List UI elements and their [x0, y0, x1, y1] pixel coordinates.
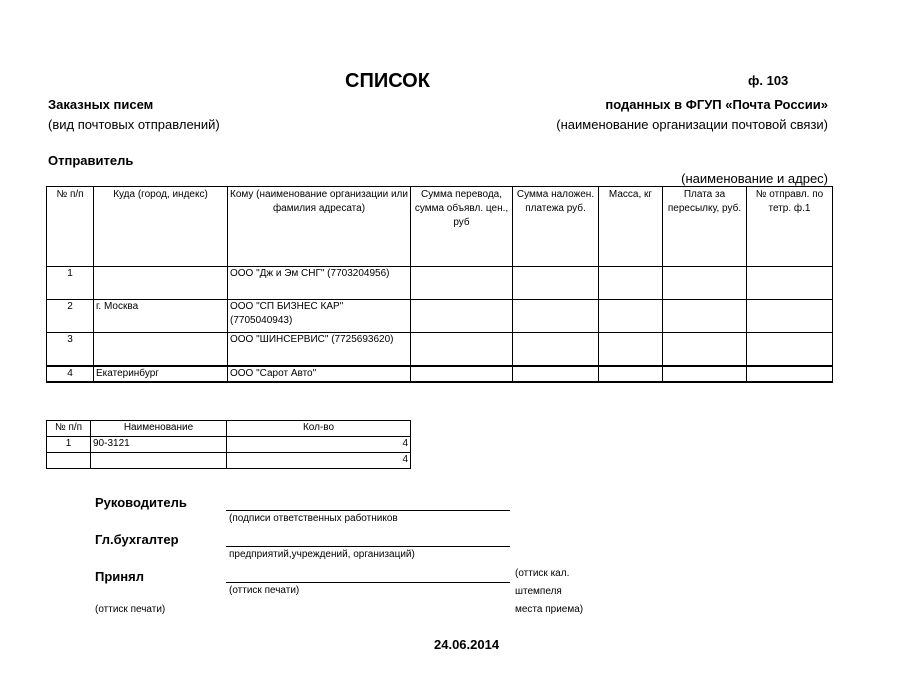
row-number: 1 [47, 267, 94, 300]
item-qty: 4 [227, 437, 411, 453]
items-table [46, 420, 411, 469]
table-row [47, 333, 833, 366]
form-number: ф. 103 [748, 73, 789, 88]
col-header: Сумма перевода, сумма объявл. цен., руб [411, 187, 513, 267]
item-number: 1 [47, 437, 91, 453]
accountant-caption: предприятий,учреждений, организаций) [229, 549, 415, 560]
row-recipient: ООО "Дж и Эм СНГ" (7703204956) [228, 267, 411, 300]
accountant-signature-line [226, 546, 510, 547]
item-name [91, 453, 227, 469]
page-title: СПИСОК [345, 70, 430, 92]
table-row [47, 300, 833, 333]
mail-type-caption: (вид почтовых отправлений) [48, 117, 220, 132]
col-header: Сумма наложен. платежа руб. [513, 187, 599, 267]
row-number: 3 [47, 333, 94, 366]
col-header: Плата за пересылку, руб. [663, 187, 747, 267]
table-row [47, 366, 833, 382]
postmark-caption-2: штемпеля [515, 586, 562, 597]
sender-caption: (наименование и адрес) [681, 171, 828, 186]
postmark-caption-1: (оттиск кал. [515, 568, 570, 579]
stamp-caption: (оттиск печати) [229, 585, 300, 596]
accountant-label: Гл.бухгалтер [95, 532, 179, 547]
mail-type: Заказных писем [48, 97, 154, 112]
row-recipient: ООО "СП БИЗНЕС КАР" (7705040943) [228, 300, 411, 333]
row-city [94, 333, 228, 366]
sender-label: Отправитель [48, 153, 134, 168]
row-city: Екатеринбург [94, 366, 228, 382]
row-city: г. Москва [94, 300, 228, 333]
item-name: 90-3121 [91, 437, 227, 453]
row-number: 2 [47, 300, 94, 333]
mail-list-table [46, 186, 833, 383]
document-date: 24.06.2014 [434, 637, 500, 652]
row-recipient: ООО "ШИНСЕРВИС" (7725693620) [228, 333, 411, 366]
col-header: Наименование [91, 421, 227, 437]
accepted-signature-line [226, 582, 510, 583]
row-city [94, 267, 228, 300]
row-number: 4 [47, 366, 94, 382]
col-header: № п/п [47, 187, 94, 267]
table-header-row [47, 187, 833, 267]
item-number [47, 453, 91, 469]
table-row [47, 437, 411, 453]
col-header: Кому (наименование организации или фамилия адресата) [228, 187, 411, 267]
postmark-caption-3: места приема) [515, 604, 584, 615]
accepted-label: Принял [95, 569, 144, 584]
col-header: Куда (город, индекс) [94, 187, 228, 267]
col-header: № п/п [47, 421, 91, 437]
table-row [47, 267, 833, 300]
stamp-caption-left: (оттиск печати) [95, 604, 166, 615]
row-recipient: ООО "Сарот Авто" [228, 366, 411, 382]
item-qty: 4 [227, 453, 411, 469]
submitted-to: поданных в ФГУП «Почта России» [605, 97, 828, 112]
col-header: Масса, кг [599, 187, 663, 267]
col-header: № отправл. по тетр. ф.1 [747, 187, 833, 267]
table-row [47, 453, 411, 469]
head-signature-line [226, 510, 510, 511]
head-caption: (подписи ответственных работников [229, 513, 398, 524]
submitted-to-caption: (наименование организации почтовой связи) [556, 117, 828, 132]
col-header: Кол-во [227, 421, 411, 437]
head-label: Руководитель [95, 495, 187, 510]
table-header-row [47, 421, 411, 437]
